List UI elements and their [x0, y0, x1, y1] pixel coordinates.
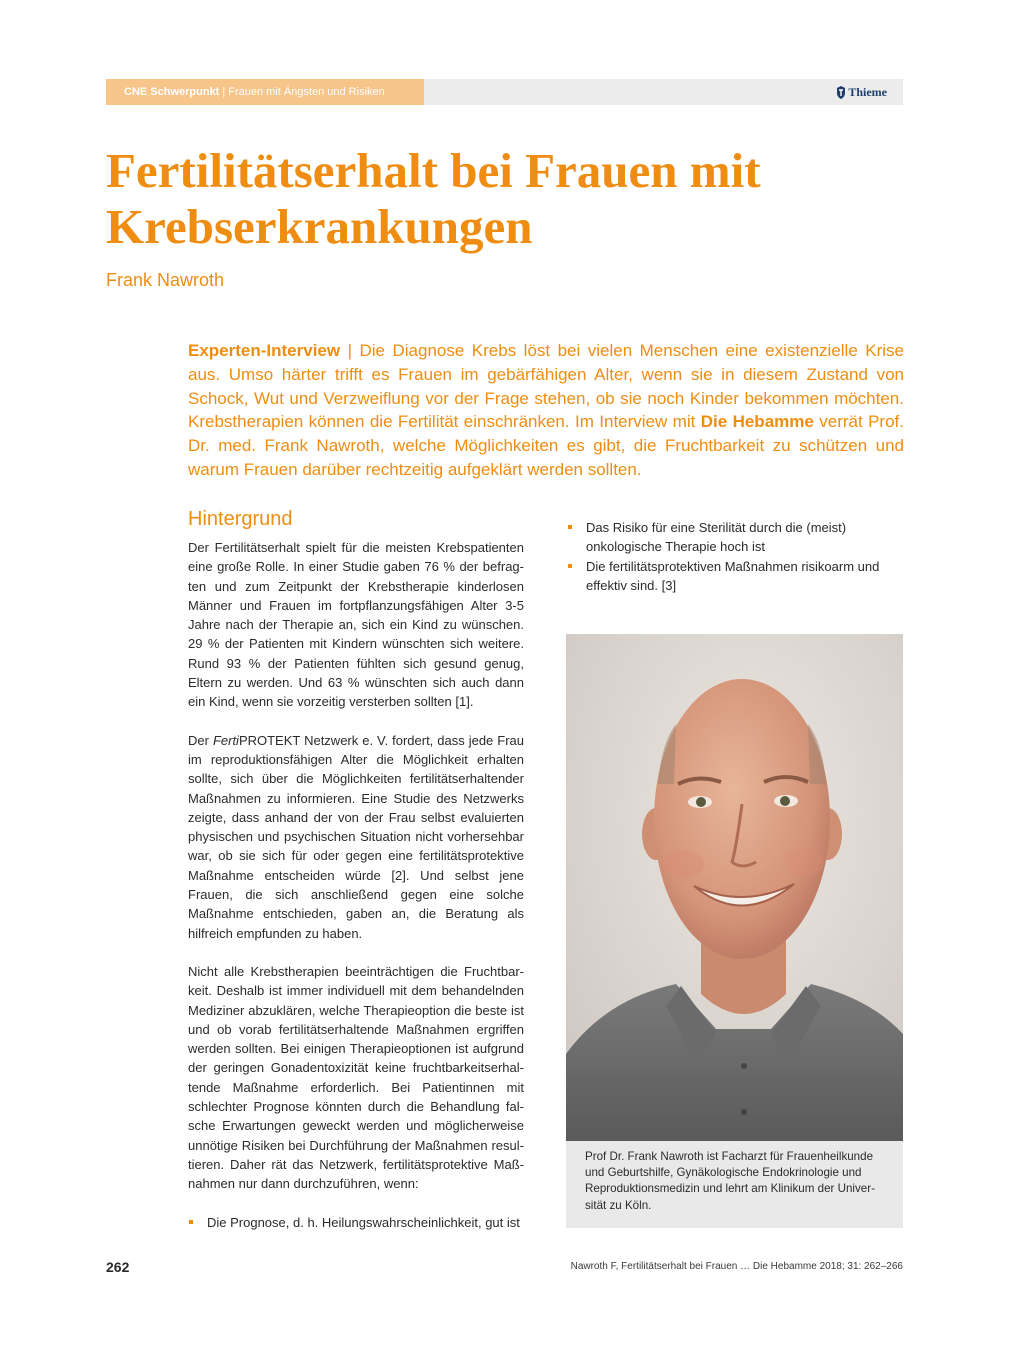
lead-text-2: verrät Prof. Dr. med. Frank Nawroth, welche Möglichkeiten es gibt, die Fruchtbarkeit zu schützen und warum Frauen darüber rechtzeitig aufgeklärt werden sollten. — [188, 412, 904, 479]
left-column — [188, 506, 524, 1232]
page-number: 262 — [106, 1259, 130, 1275]
list-item: Das Risiko für eine Sterilität durch die (meist) onkologische Therapie hoch ist — [567, 518, 903, 557]
section-topic: Frauen mit Ängsten und Risiken — [228, 86, 385, 98]
publisher-name: Thieme — [848, 85, 887, 99]
body-paragraph-2 — [188, 731, 524, 943]
thieme-emblem-icon — [836, 86, 846, 99]
list-item: Die Prognose, d. h. Heilungswahrscheinlichkeit, gut ist — [188, 1213, 524, 1232]
bullet-list-right — [567, 518, 903, 595]
section-heading: Hintergrund — [188, 508, 293, 530]
body-paragraph-1: Der Fertilitätserhalt spielt für die meisten Krebspatienten eine große Rolle. In einer Studie gaben 76 % der befragten und zum Zeitpunkt der Krebstherapie kinderlosen Männer und Frauen im fortpflanzungsfähigen Alter 3-5 Jahre nach der Therapie an, sich ein Kind zu wünschen. 29 % der Patienten mit Kindern wünschten sich weitere. Rund 93 % der Patienten fühlten sich gesund genug, Eltern zu werden. Und 63 % wünschten sich auch dann ein Kind, wenn sie vorzeitig versterben sollten [1]. — [188, 540, 524, 710]
lead-magazine-name: Die Hebamme — [700, 412, 814, 432]
publisher-logo — [836, 79, 887, 105]
photo-caption: Prof Dr. Frank Nawroth ist Facharzt für Frauenheilkunde und Geburtshilfe, Gynäkologische Endokrinologie und Reproduktionsmedizin und lehrt am Klinikum der Universität zu Köln. — [566, 1141, 903, 1228]
para2-text: PROTEKT Netzwerk e. V. fordert, dass jede Frau im reproduktionsfähigen Alter die Möglichkeit erhalten sollte, sich über die Möglichkeiten fertilitätserhaltender Maßnahmen zu informieren. Eine Studie des Netzwerks zeigte, dass anhand der von der Frau selbst evaluierten physischen und psychischen Situation nicht vorhersehbar war, ob sie sich für oder gegen eine fertilitätsprotektive Maßnahme entscheiden würde [2]. Und selbst jene Frauen, die sich anschließend gegen eine solche Maßnahme entschieden, gaben an, die Beratung als hilfreich empfunden zu haben. — [188, 732, 524, 941]
author-portrait-photo — [566, 634, 903, 1141]
right-column-list — [567, 518, 903, 595]
lead-label: Experten-Interview — [188, 341, 341, 360]
citation-footer: Nawroth F, Fertilitätserhalt bei Frauen … Die Hebamme 2018; 31: 262–266 — [570, 1261, 903, 1272]
para2-prefix: Der — [188, 732, 209, 748]
para2-italic: Ferti — [212, 732, 239, 748]
body-paragraph-3: Nicht alle Krebstherapien beeinträchtigen die Fruchtbarkeit. Deshalb ist immer individuell mit dem behandelnden Mediziner abzuklären, welche Therapieoption die beste ist und ob vorab fertilitätserhaltende Maßnahmen ergriffen werden sollten. Bei einigen Therapieoptionen ist aufgrund der geringen Gonadentoxizität keine fruchtbarkeitserhaltende Maßnahme erforderlich. Bei Patientinnen mit schlechter Prognose könnten durch die Behandlung falsche Erwartungen geweckt werden und möglicherweise unnötige Risiken bei Durchführung der Maßnahmen resultieren. Daher rät das Netzwerk, fertilitätsprotektive Maßnahmen nur dann durchzuführen, wenn: — [188, 963, 524, 1192]
article-author: Frank Nawroth — [106, 270, 225, 290]
section-separator: | — [222, 86, 226, 98]
list-item: Die fertilitätsprotektiven Maßnahmen risikoarm und effektiv sind. [3] — [567, 557, 903, 596]
running-header — [106, 79, 903, 105]
lead-separator: | — [347, 341, 353, 360]
article-lead — [188, 339, 904, 482]
section-label: CNE Schwerpunkt — [124, 86, 220, 98]
article-title: Fertilitätserhalt bei Frauen mit Krebserkrankungen — [106, 143, 761, 254]
section-tag — [106, 79, 424, 105]
portrait-illustration — [566, 634, 903, 1141]
lead-text-1: Die Diagnose Krebs löst bei vielen Menschen eine existenzielle Krise aus. Umso härter trifft es Frauen im gebärfähigen Alter, wenn sie in diesem Zustand von Schock, Wut und Verzweiflung vor der Frage stehen, ob sie noch Kinder bekommen möchten. Krebstherapien können die Fertilität einschränken. Im Interview mit — [188, 341, 904, 432]
bullet-list-left — [188, 1213, 524, 1232]
